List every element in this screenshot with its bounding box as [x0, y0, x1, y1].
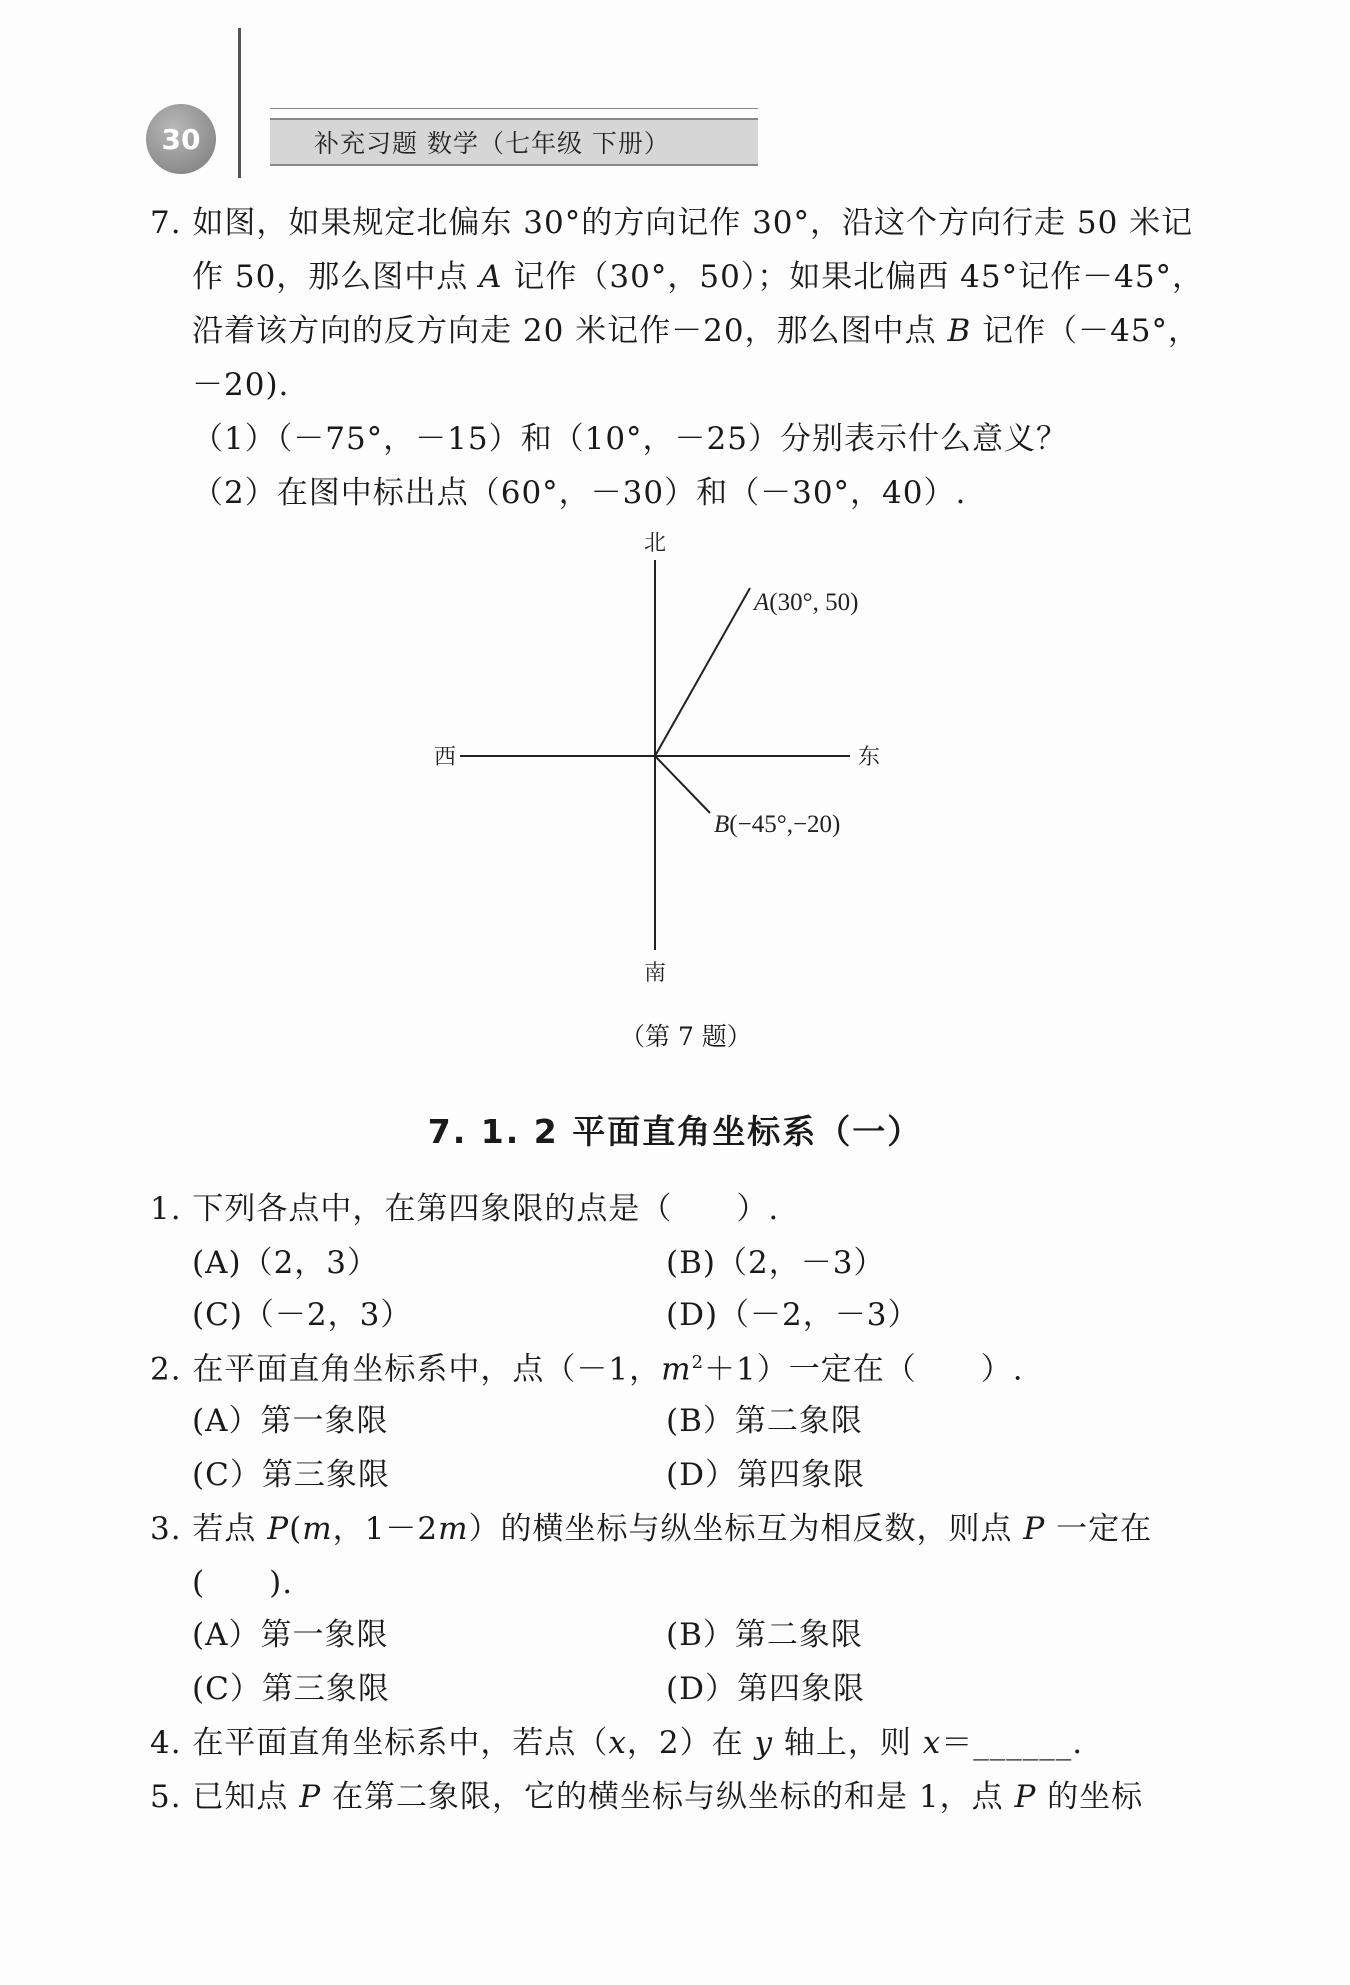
- ex2-option-d: (D）第四象限: [666, 1457, 865, 1493]
- ex3-stem: 3. 若点 P(m，1－2m）的横坐标与纵坐标互为相反数，则点 P 一定在: [150, 1511, 1153, 1547]
- q7-line-1: 7. 如图，如果规定北偏东 30°的方向记作 30°，沿这个方向行走 50 米记: [150, 205, 1194, 241]
- point-a-label: A(30°, 50): [754, 589, 859, 616]
- ex4-stem: 4. 在平面直角坐标系中，若点（x，2）在 y 轴上，则 x＝______.: [150, 1725, 1084, 1761]
- running-header-title: 补充习题 数学（七年级 下册）: [314, 129, 670, 158]
- q7-line-3: 沿着该方向的反方向走 20 米记作－20，那么图中点 B 记作（－45°，: [192, 313, 1201, 349]
- point-b-label: B(−45°,−20): [714, 811, 841, 838]
- ex2-option-b: (B）第二象限: [666, 1403, 863, 1439]
- west-label: 西: [434, 745, 457, 770]
- margin-rule: [238, 28, 241, 178]
- ex2-stem: 2. 在平面直角坐标系中，点（－1，$m^2+1$）一定在（ ）.: [150, 1351, 1024, 1388]
- ex3-stem-continued: ( ).: [192, 1565, 294, 1601]
- ex5-stem: 5. 已知点 P 在第二象限，它的横坐标与纵坐标的和是 1，点 P 的坐标: [150, 1779, 1144, 1815]
- ex3-option-a: (A）第一象限: [192, 1617, 389, 1653]
- ex1-option-d: (D)（－2，－3）: [666, 1297, 920, 1333]
- ray-to-point-b: [655, 756, 710, 813]
- page-number-badge: 30: [146, 104, 216, 174]
- q7-line-4: －20).: [192, 367, 290, 403]
- section-heading: 7. 1. 2 平面直角坐标系（一）: [427, 1112, 923, 1151]
- ex1-option-a: (A)（2，3）: [192, 1245, 380, 1281]
- header-top-rule: [270, 108, 758, 109]
- ex1-stem: 1. 下列各点中，在第四象限的点是（ ）.: [150, 1191, 780, 1227]
- ex2-option-c: (C）第三象限: [192, 1457, 390, 1493]
- ray-to-point-a: [655, 588, 750, 756]
- direction-diagram: [420, 530, 890, 1000]
- ex2-option-a: (A）第一象限: [192, 1403, 389, 1439]
- ex1-option-b: (B)（2，－3）: [666, 1245, 886, 1281]
- q7-line-2: 作 50，那么图中点 A 记作（30°，50）；如果北偏西 45°记作－45°，: [192, 259, 1205, 295]
- north-label: 北: [643, 531, 667, 556]
- ex3-option-b: (B）第二象限: [666, 1617, 863, 1653]
- q7-sub-2: （2）在图中标出点（60°，－30）和（－30°，40）.: [192, 475, 967, 511]
- figure-caption: （第 7 题）: [620, 1022, 752, 1051]
- ex3-option-d: (D）第四象限: [666, 1671, 865, 1707]
- q7-sub-1: （1）（－75°，－15）和（10°，－25）分别表示什么意义？: [192, 421, 1069, 457]
- ex1-option-c: (C)（－2，3）: [192, 1297, 413, 1333]
- east-label: 东: [858, 745, 881, 770]
- ex3-option-c: (C）第三象限: [192, 1671, 390, 1707]
- running-header: [270, 118, 758, 166]
- south-label: 南: [643, 961, 667, 986]
